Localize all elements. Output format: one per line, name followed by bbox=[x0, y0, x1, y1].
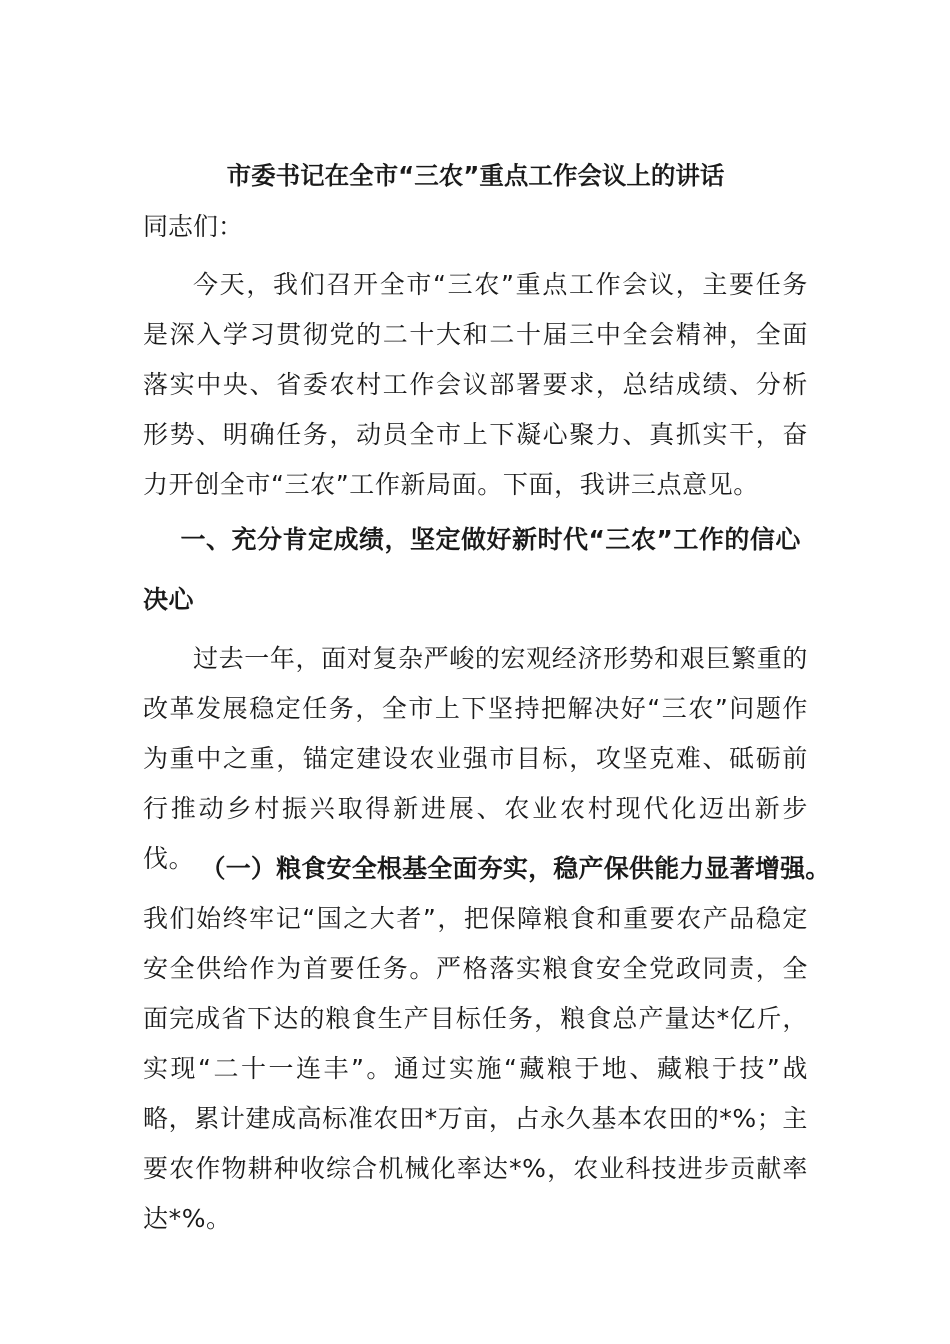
intro-paragraph: 今天，我们召开全市“三农”重点工作会议，主要任务是深入学习贯彻党的二十大和二十届三中全会精神，全面落实中央、省委农村工作会议部署要求，总结成绩、分析形势、明确任务，动员全市上下凝心聚力、真抓实干，奋力开创全市“三农”工作新局面。下面，我讲三点意见。 bbox=[143, 270, 808, 499]
subsection-1-heading: （一）粮食安全根基全面夯实，稳产保供能力显著增强。 bbox=[200, 854, 831, 883]
subsection-1-body: 我们始终牢记“国之大者”，把保障粮食和重要农产品稳定安全供给作为首要任务。严格落实粮食安全党政同责，全面完成省下达的粮食生产目标任务，粮食总产量达*亿斤，实现“二十一连丰”。通过实施“藏粮于地、藏粮于技”战略，累计建成高标准农田*万亩，占永久基本农田的*%；主要农作物耕种收综合机械化率达*%，农业科技进步贡献率达*%。 bbox=[143, 904, 808, 1233]
salutation: 同志们： bbox=[143, 212, 244, 241]
document-body bbox=[143, 150, 831, 1244]
subsection-1-paragraph bbox=[143, 844, 831, 1244]
section-1-heading: 一、充分肯定成绩，坚定做好新时代“三农”工作的信心决心 bbox=[143, 525, 801, 614]
section-1-paragraph: 过去一年，面对复杂严峻的宏观经济形势和艰巨繁重的改革发展稳定任务，全市上下坚持把解决好“三农”问题作为重中之重，锚定建设农业强市目标，攻坚克难、砥砺前行推动乡村振兴取得新进展、农业农村现代化迈出新步伐。 bbox=[143, 644, 808, 873]
document-title: 市委书记在全市“三农”重点工作会议上的讲话 bbox=[226, 161, 725, 190]
